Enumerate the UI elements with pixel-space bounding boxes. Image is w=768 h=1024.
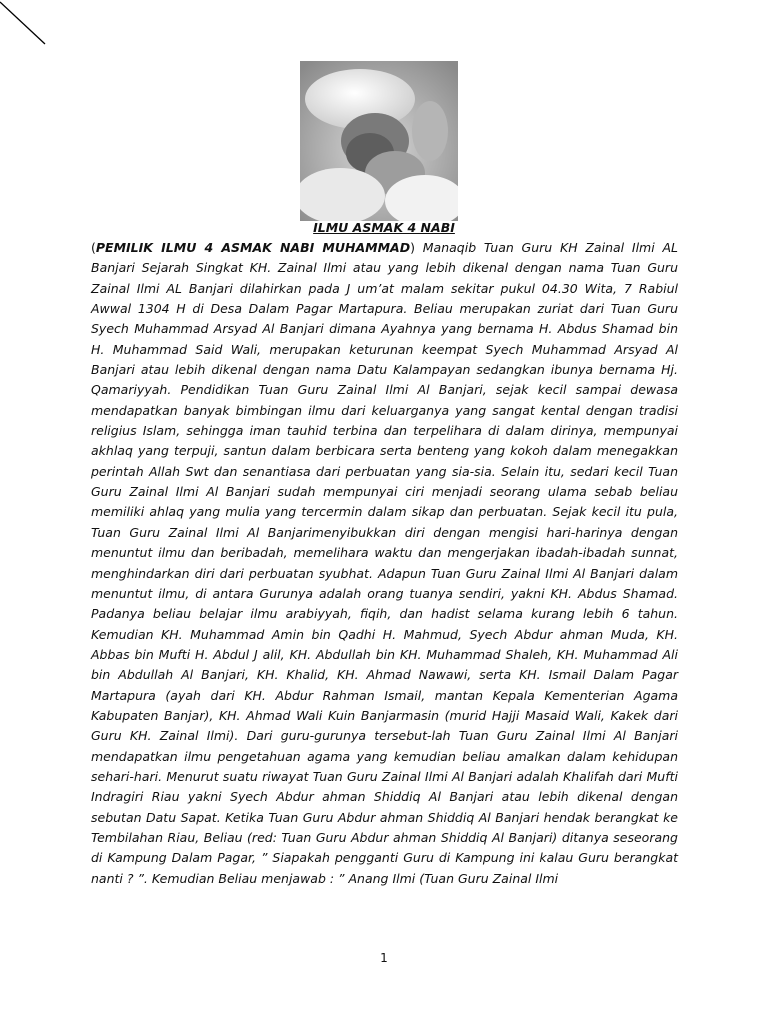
portrait-photo <box>300 61 458 221</box>
lead-heading: PEMILIK ILMU 4 ASMAK NABI MUHAMMAD <box>95 240 411 255</box>
lead-paren-close: ) <box>410 240 415 255</box>
lead-paren-open: ( <box>91 240 96 255</box>
body-paragraph <box>91 238 678 889</box>
page-number: 1 <box>380 951 388 965</box>
corner-mark <box>0 0 60 60</box>
body-text: Manaqib Tuan Guru KH Zainal Ilmi AL Banjari Sejarah Singkat KH. Zainal Ilmi atau yang lebih dikenal dengan nama Tuan Guru Zainal Ilmi AL Banjari dilahirkan pada J um’at malam sekitar pukul 04.30 Wita, 7 Rabiul Awwal 1304 H di Desa Dalam Pagar Martapura. Beliau merupakan zuriat dari Tuan Guru Syech Muhammad Arsyad Al Banjari dimana Ayahnya yang bernama H. Abdus Shamad bin H. Muhammad Said Wali, merupakan keturunan keempat Syech Muhammad Arsyad Al Banjari atau lebih dikenal dengan nama Datu Kalampayan sedangkan ibunya bernama Hj. Qamariyyah. Pendidikan Tuan Guru Zainal Ilmi Al Banjari, sejak kecil sampai dewasa mendapatkan banyak bimbingan ilmu dari keluarganya yang sangat kental dengan tradisi religius Islam, sehingga iman tauhid terbina dan terpelihara di dalam dirinya, mempunyai akhlaq yang terpuji, santun dalam berbicara serta benteng yang kokoh dalam menegakkan perintah Allah Swt dan senantiasa dari perbuatan yang sia-sia. Selain itu, sedari kecil Tuan Guru Zainal Ilmi Al Banjari sudah mempunyai ciri menjadi seorang ulama sebab beliau memiliki ahlaq yang mulia yang tercermin dalam sikap dan perbuatan. Sejak kecil itu pula, Tuan Guru Zainal Ilmi Al Banjarimenyibukkan diri dengan mengisi hari-harinya dengan menuntut ilmu dan beribadah, memelihara waktu dan mengerjakan ibadah-ibadah sunnat, menghindarkan diri dari perbuatan syubhat. Adapun Tuan Guru Zainal Ilmi Al Banjari dalam menuntut ilmu, di antara Gurunya adalah orang tuanya sendiri, yakni KH. Abdus Shamad. Padanya beliau belajar ilmu arabiyyah, fiqih, dan hadist selama kurang lebih 6 tahun. Kemudian KH. Muhammad Amin bin Qadhi H. Mahmud, Syech Abdur ahman Muda, KH. Abbas bin Mufti H. Abdul J alil, KH. Abdullah bin KH. Muhammad Shaleh, KH. Muhammad Ali bin Abdullah Al Banjari, KH. Khalid, KH. Ahmad Nawawi, serta KH. Ismail Dalam Pagar Martapura (ayah dari KH. Abdur Rahman Ismail, mantan Kepala Kementerian Agama Kabupaten Banjar), KH. Ahmad Wali Kuin Banjarmasin (murid Hajji Masaid Wali, Kakek dari Guru KH. Zainal Ilmi). Dari guru-gurunya tersebut-lah Tuan Guru Zainal Ilmi Al Banjari mendapatkan ilmu pengetahuan agama yang kemudian beliau amalkan dalam kehidupan sehari-hari. Menurut suatu riwayat Tuan Guru Zainal Ilmi Al Banjari adalah Khalifah dari Mufti Indragiri Riau yakni Syech Abdur ahman Shiddiq Al Banjari atau lebih dikenal dengan sebutan Datu Sapat. Ketika Tuan Guru Abdur ahman Shiddiq Al Banjari hendak berangkat ke Tembilahan Riau, Beliau (red: Tuan Guru Abdur ahman Shiddiq Al Banjari) ditanya seseorang di Kampung Dalam Pagar, ” Siapakah pengganti Guru di Kampung ini kalau Guru berangkat nanti ? ”. Kemudian Beliau menjawab : ” Anang Ilmi (Tuan Guru Zainal Ilmi <box>91 240 678 886</box>
document-title: ILMU ASMAK 4 NABI <box>313 220 455 235</box>
